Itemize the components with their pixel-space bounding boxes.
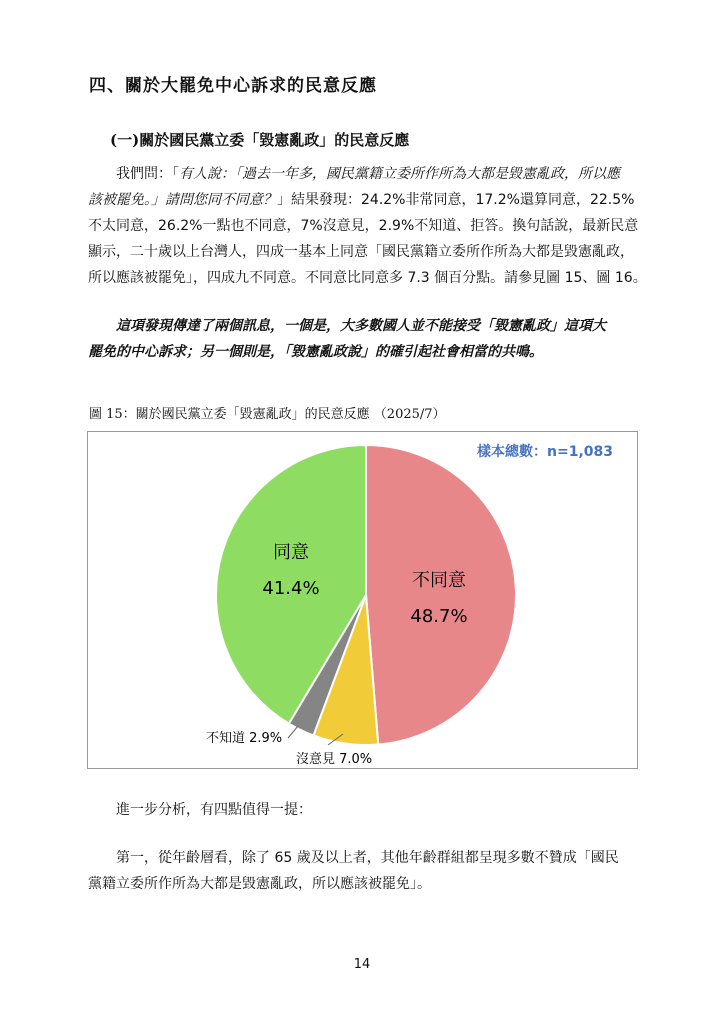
para1-prefix: 我們問：「 bbox=[116, 166, 179, 182]
sample-size-note: 樣本總數：n=1,083 bbox=[477, 444, 613, 460]
para3-line: 進一步分析，有四點值得一提： bbox=[116, 802, 312, 818]
paragraph-analysis-intro bbox=[88, 797, 648, 823]
para4-line2: 黨籍立委所作所為大都是毀憲亂政，所以應該被罷免」。 bbox=[88, 876, 431, 892]
pie-slice-disagree bbox=[366, 445, 516, 744]
para2-line1: 這項發現傳達了兩個訊息，一個是，大多數國人並不能接受「毀憲亂政」這項大 bbox=[116, 318, 606, 334]
paragraph-findings bbox=[88, 313, 648, 365]
slice-label-disagree: 不同意 bbox=[412, 570, 466, 591]
para1-line1 bbox=[88, 161, 648, 187]
para2-line2: 罷免的中心訴求；另一個則是，「毀憲亂政說」的確引起社會相當的共鳴。 bbox=[88, 344, 543, 360]
paragraph-question bbox=[88, 161, 648, 291]
page-number: 14 bbox=[353, 957, 371, 972]
para1-line3: 不太同意，26.2%一點也不同意，7%沒意見，2.9%不知道、拒答。換句話說，最新民意 bbox=[88, 218, 639, 234]
slice-value-agree: 41.4% bbox=[262, 578, 320, 599]
slice-label-agree: 同意 bbox=[273, 542, 309, 563]
para4-line1: 第一，從年齡層看，除了 65 歲及以上者，其他年齡群組都呈現多數不贊成「國民 bbox=[116, 850, 619, 866]
slice-value-unknown: 不知道 2.9% bbox=[206, 731, 283, 746]
pie-chart bbox=[88, 432, 637, 768]
para1-line5: 所以應該被罷免」，四成九不同意。不同意比同意多 7.3 個百分點。請參見圖 15、圖 16。 bbox=[88, 270, 647, 286]
pie-chart-frame bbox=[87, 431, 638, 769]
slice-value-disagree: 48.7% bbox=[410, 606, 468, 627]
figure-caption: 圖 15：關於國民黨立委「毀憲亂政」的民意反應 （2025/7） bbox=[89, 407, 446, 422]
slice-value-no-opinion: 沒意見 7.0% bbox=[296, 752, 373, 767]
para1-results: 」結果發現：24.2%非常同意，17.2%還算同意，22.5% bbox=[277, 192, 635, 208]
para1-line2 bbox=[88, 187, 648, 213]
leader-line-unknown bbox=[288, 726, 298, 738]
paragraph-point-one bbox=[88, 845, 648, 897]
para1-question-end: 該被罷免。」請問您同不同意？ bbox=[88, 192, 277, 208]
section-heading: 四、關於大罷免中心訴求的民意反應 bbox=[89, 76, 377, 96]
para1-line4: 顯示，二十歲以上台灣人，四成一基本上同意「國民黨籍立委所作所為大都是毀憲亂政， bbox=[88, 244, 634, 260]
subsection-heading: (一)關於國民黨立委「毀憲亂政」的民意反應 bbox=[110, 131, 410, 149]
para1-question-text: 有人說：「過去一年多，國民黨籍立委所作所為大都是毀憲亂政，所以應 bbox=[179, 166, 620, 182]
